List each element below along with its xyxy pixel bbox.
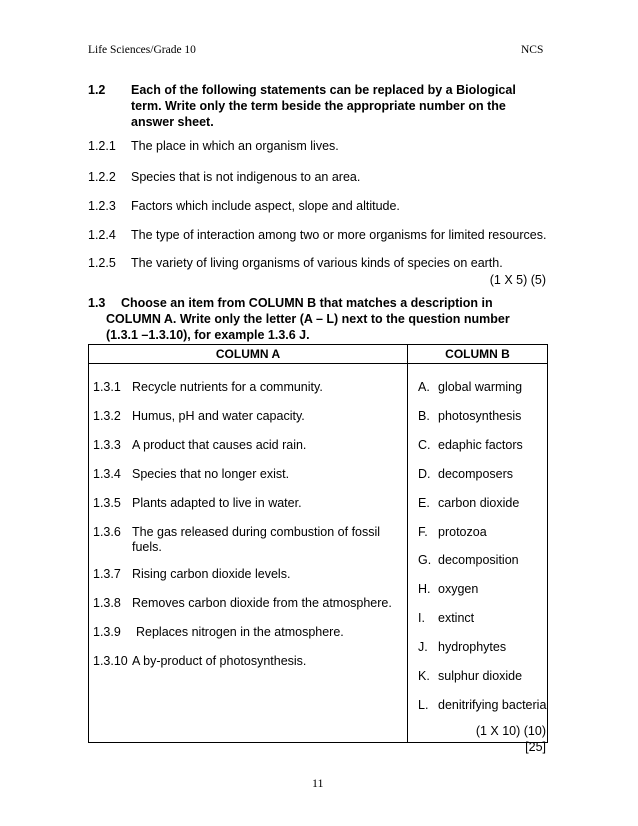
q12-marks: (1 X 5) (5) <box>489 273 546 287</box>
col-a-text: The gas released during combustion of fossil <box>132 525 381 539</box>
col-b-letter: D. <box>418 467 431 481</box>
col-b-text: denitrifying bacteria <box>438 698 547 712</box>
q12-instruction-line-3: answer sheet. <box>131 115 214 129</box>
column-a-header: COLUMN A <box>89 345 408 364</box>
col-a-text: Removes carbon dioxide from the atmosphere. <box>132 596 392 610</box>
page-number: 11 <box>312 776 324 790</box>
header-subject: Life Sciences/Grade 10 <box>88 44 196 56</box>
col-a-num: 1.3.4 <box>93 467 121 481</box>
col-b-text: hydrophytes <box>438 640 507 654</box>
q13-number: 1.3 <box>88 296 106 310</box>
matching-table <box>88 344 548 743</box>
q12-item-text: The type of interaction among two or more organisms for limited resources. <box>131 228 547 242</box>
q12-item-text: The place in which an organism lives. <box>131 139 339 153</box>
column-a <box>89 364 408 743</box>
col-a-num: 1.3.7 <box>93 567 121 581</box>
col-a-num: 1.3.3 <box>93 438 121 452</box>
col-b-letter: H. <box>418 582 431 596</box>
col-a-num: 1.3.5 <box>93 496 121 510</box>
col-b-text: decomposition <box>438 553 519 567</box>
q12-item-num: 1.2.3 <box>88 199 116 213</box>
col-b-text: oxygen <box>438 582 479 596</box>
q13-instruction-line-2: COLUMN A. Write only the letter (A – L) next to the question number <box>106 312 510 326</box>
col-b-letter: B. <box>418 409 430 423</box>
col-b-text: sulphur dioxide <box>438 669 523 683</box>
column-b-header: COLUMN B <box>408 345 548 364</box>
col-b-letter: E. <box>418 496 430 510</box>
q13-instruction-line-1: Choose an item from COLUMN B that matches a description in <box>121 296 493 310</box>
q12-item-num: 1.2.2 <box>88 170 116 184</box>
col-b-text: photosynthesis <box>438 409 522 423</box>
q12-item-text: Factors which include aspect, slope and altitude. <box>131 199 400 213</box>
col-a-num: 1.3.9 <box>93 625 121 639</box>
col-a-text: Replaces nitrogen in the atmosphere. <box>136 625 344 639</box>
col-b-letter: L. <box>418 698 429 712</box>
section-total: [25] <box>525 740 546 754</box>
col-a-text: Plants adapted to live in water. <box>132 496 302 510</box>
q12-number: 1.2 <box>88 83 106 97</box>
col-b-letter: F. <box>418 525 428 539</box>
q12-instruction-line-2: term. Write only the term beside the appropriate number on the <box>131 99 506 113</box>
column-b <box>408 364 548 743</box>
col-a-num: 1.3.2 <box>93 409 121 423</box>
col-a-text: Humus, pH and water capacity. <box>132 409 305 423</box>
q12-item-text: The variety of living organisms of various kinds of species on earth. <box>131 256 503 270</box>
col-a-num: 1.3.8 <box>93 596 121 610</box>
col-b-letter: I. <box>418 611 425 625</box>
col-a-text: Species that no longer exist. <box>132 467 290 481</box>
q12-item-num: 1.2.4 <box>88 228 116 242</box>
header-ncs: NCS <box>521 44 544 56</box>
col-a-text: Recycle nutrients for a community. <box>132 380 323 394</box>
col-a-text: A product that causes acid rain. <box>132 438 307 452</box>
col-b-letter: G. <box>418 553 432 567</box>
col-a-text-continued: fuels. <box>132 540 162 554</box>
col-b-text: edaphic factors <box>438 438 523 452</box>
col-a-num: 1.3.6 <box>93 525 121 539</box>
q12-item-num: 1.2.5 <box>88 256 116 270</box>
col-b-letter: A. <box>418 380 430 394</box>
q12-item-text: Species that is not indigenous to an area. <box>131 170 361 184</box>
col-b-text: carbon dioxide <box>438 496 520 510</box>
col-b-text: extinct <box>438 611 475 625</box>
col-a-text: Rising carbon dioxide levels. <box>132 567 291 581</box>
q12-item-num: 1.2.1 <box>88 139 116 153</box>
q13-marks: (1 X 10) (10) <box>475 724 546 738</box>
col-b-text: decomposers <box>438 467 514 481</box>
col-b-letter: K. <box>418 669 430 683</box>
col-b-text: global warming <box>438 380 523 394</box>
q12-instruction-line-1: Each of the following statements can be replaced by a Biological <box>131 83 516 97</box>
q13-instruction-line-3: (1.3.1 –1.3.10), for example 1.3.6 J. <box>106 328 310 342</box>
col-a-num: 1.3.10 <box>93 654 128 668</box>
col-a-text: A by-product of photosynthesis. <box>132 654 307 668</box>
col-a-num: 1.3.1 <box>93 380 121 394</box>
col-b-letter: J. <box>418 640 428 654</box>
col-b-letter: C. <box>418 438 431 452</box>
col-b-text: protozoa <box>438 525 487 539</box>
